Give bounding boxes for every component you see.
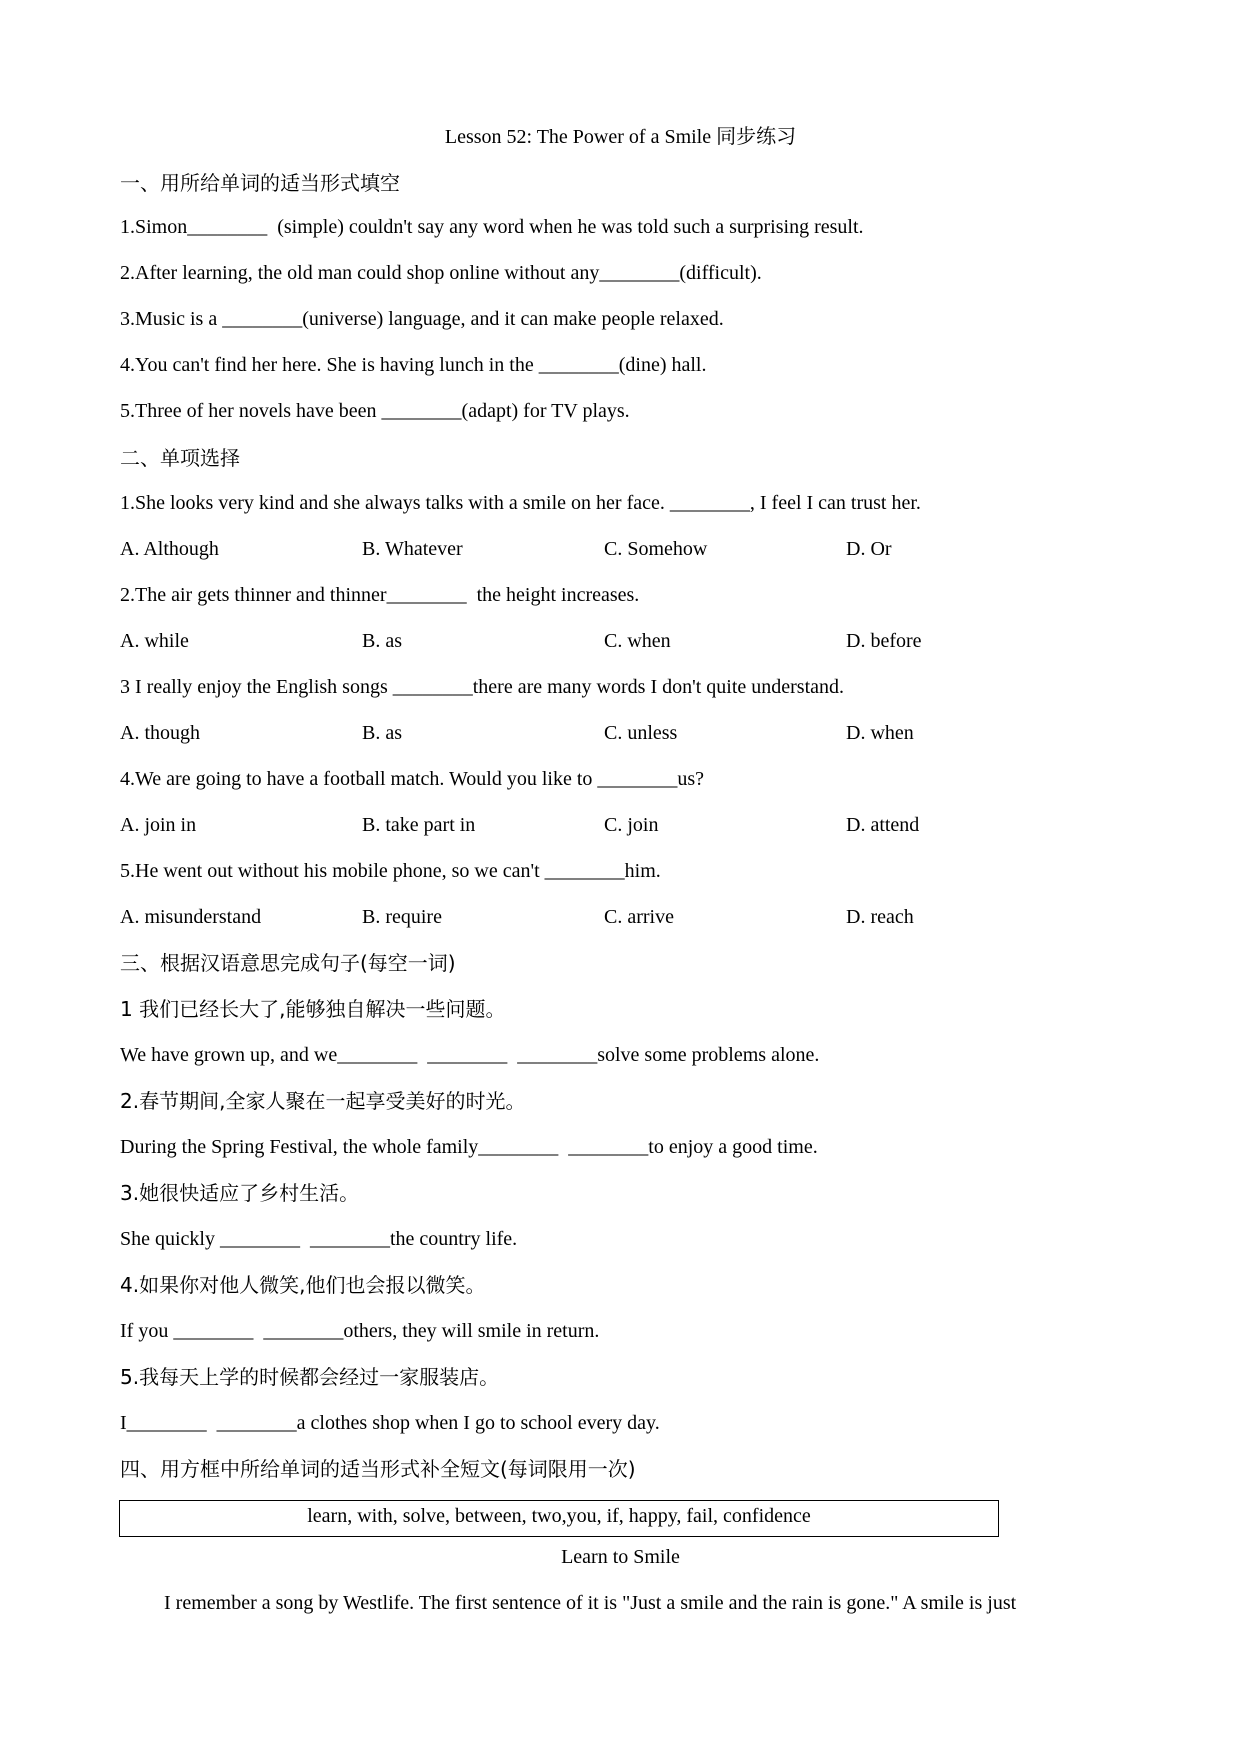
question-line: 3 I really enjoy the English songs ________there are many words I don't quite understand. [120,676,845,698]
english-sentence: During the Spring Festival, the whole family________ ________to enjoy a good time. [120,1136,818,1158]
question-line: 2.The air gets thinner and thinner________ the height increases. [120,584,640,606]
question-line: 1.Simon________ (simple) couldn't say any word when he was told such a surprising result. [120,216,864,238]
option-d: D. before [846,630,922,652]
chinese-prompt: 4.如果你对他人微笑,他们也会报以微笑。 [120,1273,486,1297]
option-c: C. when [604,630,671,652]
option-c: C. arrive [604,906,674,928]
passage-title: Learn to Smile [561,1546,680,1568]
section-4-heading: 四、用方框中所给单词的适当形式补全短文(每词限用一次) [120,1457,636,1481]
option-a: A. misunderstand [120,906,262,928]
option-a: A. though [120,722,200,744]
chinese-prompt: 2.春节期间,全家人聚在一起享受美好的时光。 [120,1089,526,1113]
question-line: 3.Music is a ________(universe) language, and it can make people relaxed. [120,308,724,330]
passage-paragraph: I remember a song by Westlife. The first sentence of it is "Just a smile and the rain is gone." A smile is just [164,1592,1017,1614]
chinese-prompt: 1 我们已经长大了,能够独自解决一些问题。 [120,997,506,1021]
chinese-prompt: 3.她很快适应了乡村生活。 [120,1181,360,1205]
question-line: 5.He went out without his mobile phone, so we can't ________him. [120,860,661,882]
question-line: 4.You can't find her here. She is having lunch in the ________(dine) hall. [120,354,707,376]
question-line: 5.Three of her novels have been ________(adapt) for TV plays. [120,400,630,422]
option-b: B. Whatever [362,538,463,560]
option-d: D. when [846,722,914,744]
question-line: 1.She looks very kind and she always talks with a smile on her face. ________, I feel I can trust her. [120,492,921,514]
option-b: B. take part in [362,814,476,836]
answer-options [120,720,1088,746]
section-1-heading: 一、用所给单词的适当形式填空 [120,171,400,195]
option-c: C. Somehow [604,538,708,560]
english-sentence: If you ________ ________others, they will smile in return. [120,1320,600,1342]
option-b: B. require [362,906,442,928]
question-line: 4.We are going to have a football match. Would you like to ________us? [120,768,705,790]
option-a: A. while [120,630,189,652]
answer-options [120,536,1088,562]
option-b: B. as [362,722,402,744]
page-title: Lesson 52: The Power of a Smile 同步练习 [444,126,797,148]
answer-options [120,812,1088,838]
english-sentence: She quickly ________ ________the country life. [120,1228,518,1250]
option-d: D. reach [846,906,914,928]
option-c: C. join [604,814,659,836]
option-a: A. Although [120,538,219,560]
word-bank-box: learn, with, solve, between, two,you, if, happy, fail, confidence [119,1500,999,1537]
option-c: C. unless [604,722,678,744]
answer-options [120,628,1088,654]
section-3-heading: 三、根据汉语意思完成句子(每空一词) [120,951,456,975]
option-a: A. join in [120,814,197,836]
chinese-prompt: 5.我每天上学的时候都会经过一家服装店。 [120,1365,500,1389]
english-sentence: We have grown up, and we________ ________ ________solve some problems alone. [120,1044,820,1066]
english-sentence: I________ ________a clothes shop when I go to school every day. [120,1412,660,1434]
option-b: B. as [362,630,402,652]
answer-options [120,904,1088,930]
option-d: D. attend [846,814,920,836]
section-2-heading: 二、单项选择 [120,446,240,470]
question-line: 2.After learning, the old man could shop online without any________(difficult). [120,262,762,284]
option-d: D. Or [846,538,892,560]
